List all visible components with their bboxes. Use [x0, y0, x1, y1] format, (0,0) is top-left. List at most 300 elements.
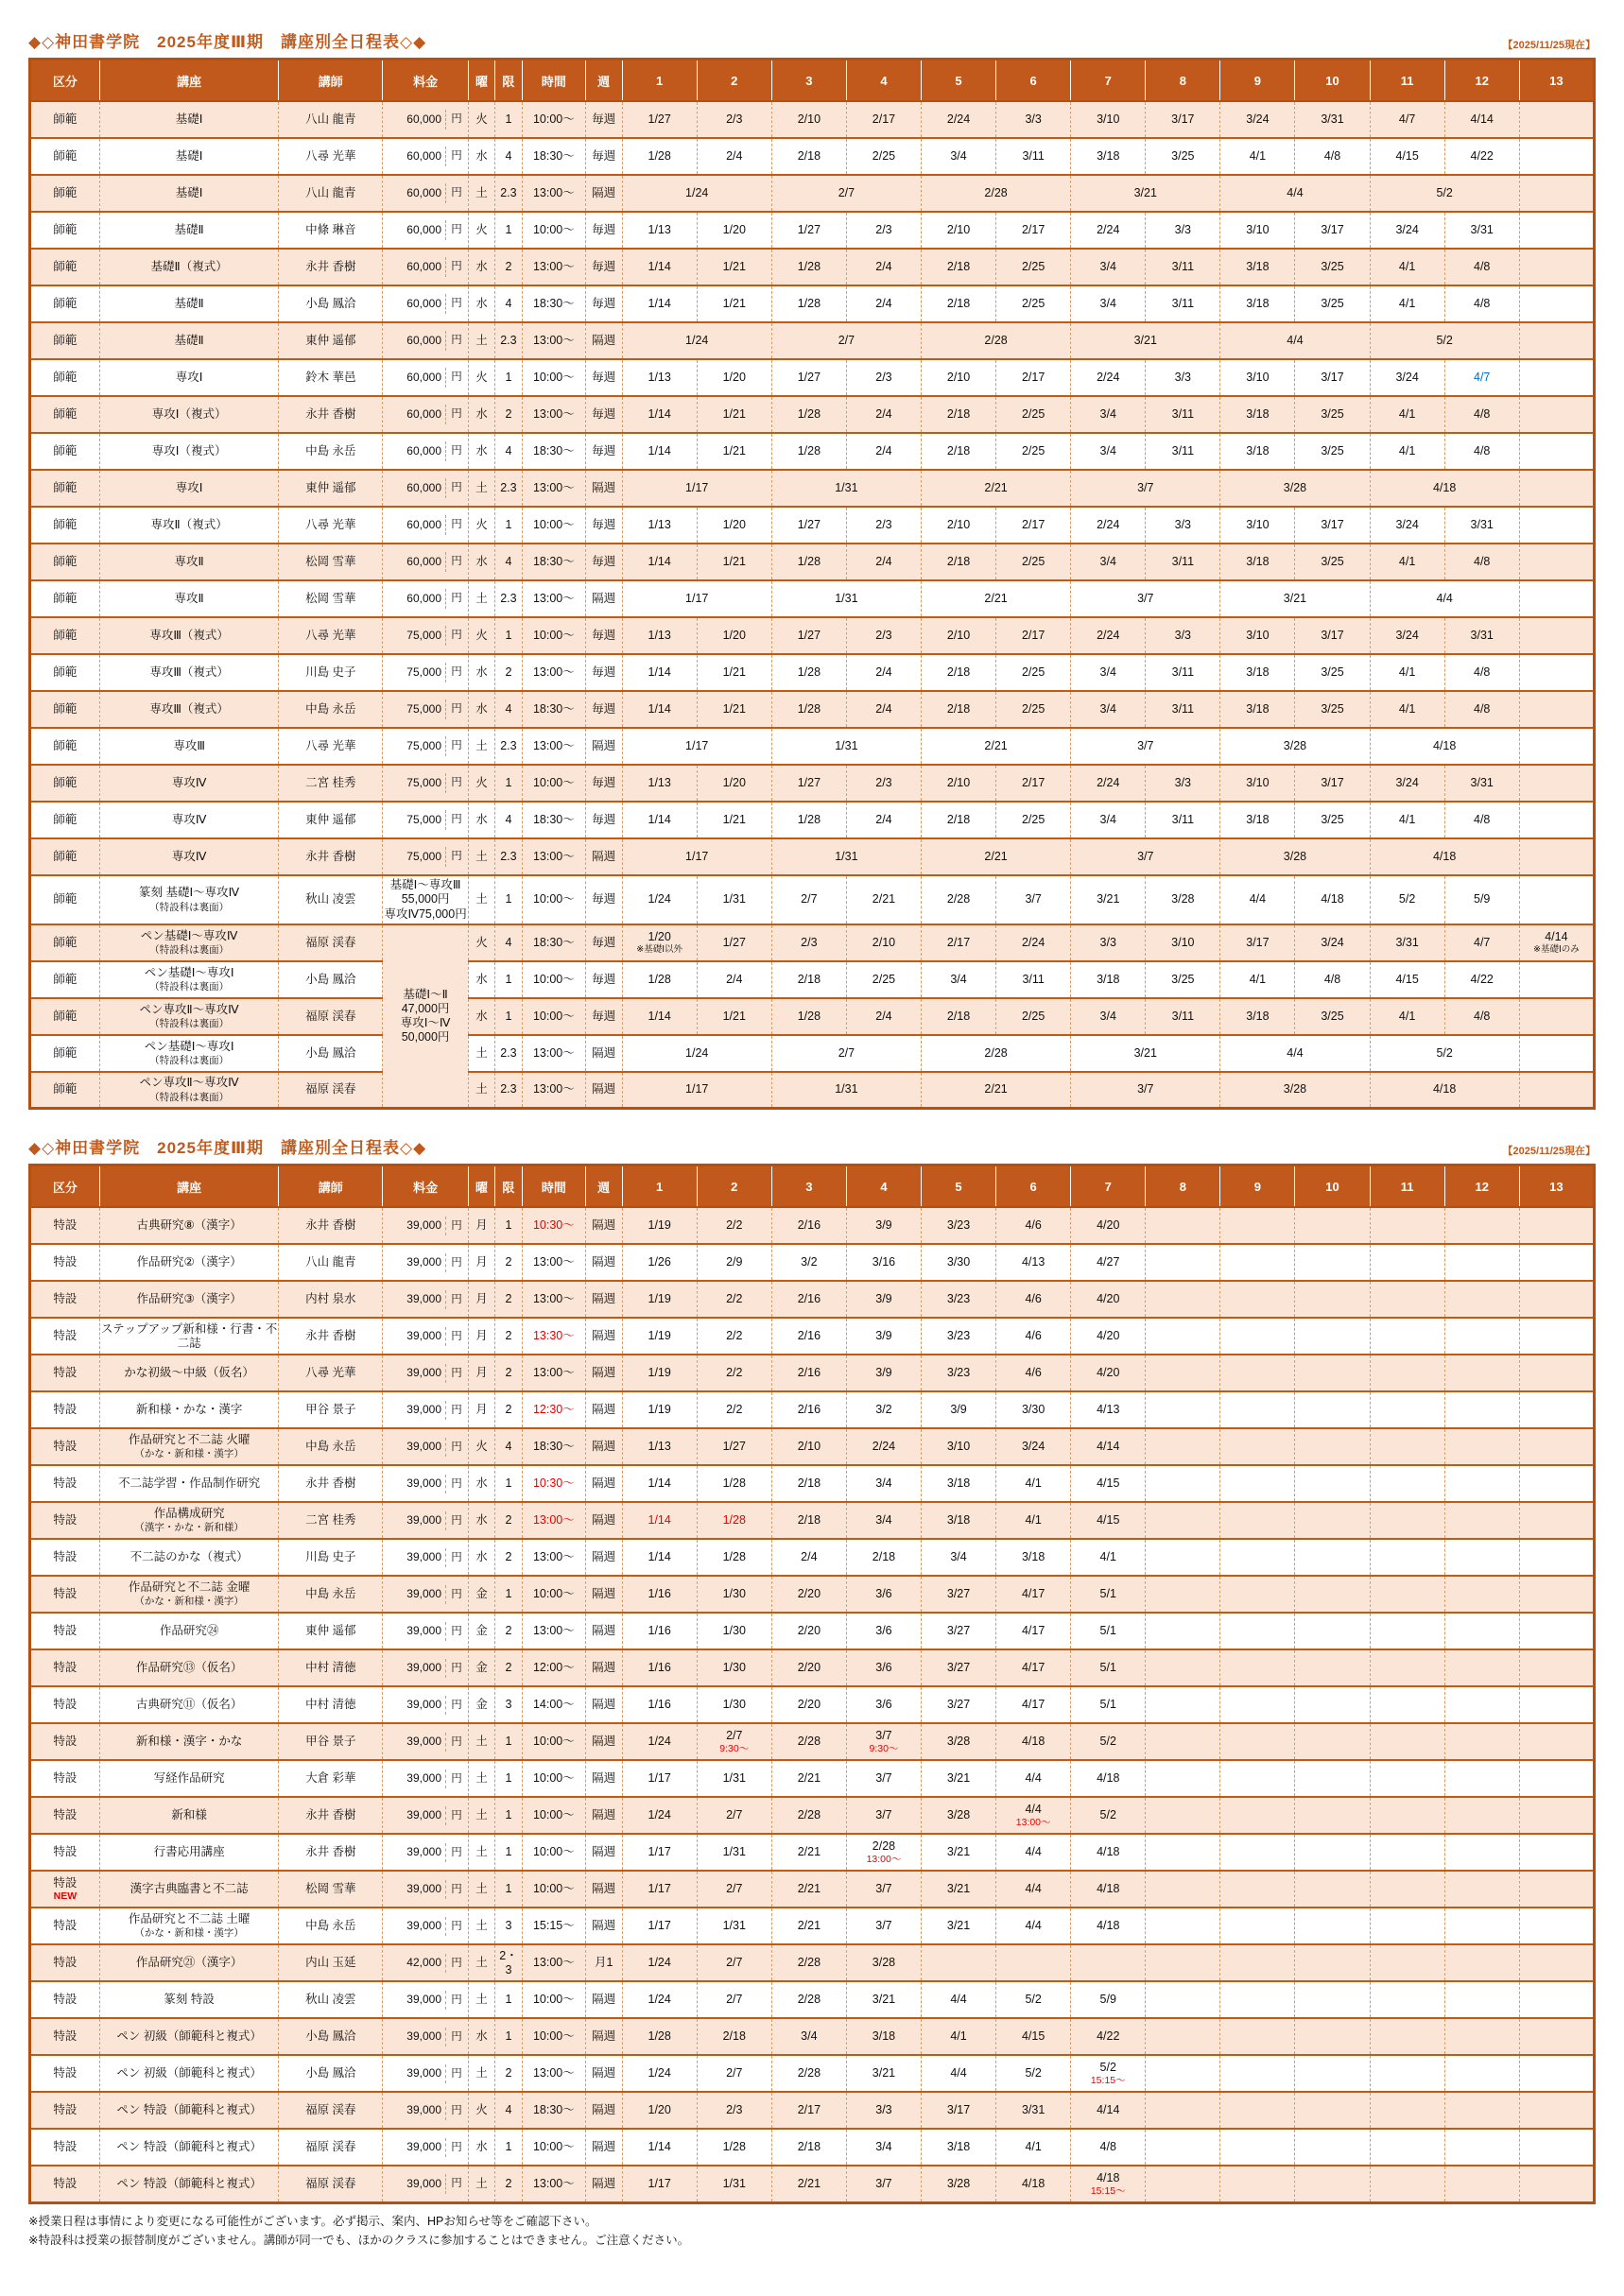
table-row: [30, 1908, 1595, 1944]
session-date: 3/3: [875, 2103, 892, 2117]
category-label: 特設: [53, 1292, 78, 1306]
fee-amount: 39,000: [406, 1550, 441, 1564]
cell-day: 火: [469, 2092, 495, 2129]
fee-amount: 39,000: [406, 1476, 441, 1491]
cell-empty: [1146, 1797, 1220, 1834]
cell-week: 毎週: [585, 212, 622, 249]
session-date: 2/25: [872, 148, 896, 163]
column-header: 講座: [99, 1165, 279, 1208]
fee-wrap: [384, 1659, 467, 1678]
session-date: 2/18: [722, 2029, 746, 2044]
column-header: 11: [1370, 60, 1444, 102]
cell-date: [1071, 1072, 1220, 1109]
cell-date: [622, 961, 697, 998]
table-row: [30, 1281, 1595, 1318]
category-label: 師範: [53, 259, 78, 273]
category-label: 師範: [53, 775, 78, 789]
session-date: 1/14: [648, 1476, 671, 1491]
cell-teacher: 福原 渓春: [279, 998, 383, 1035]
fee-unit: 円: [445, 1253, 467, 1272]
cell-empty: [1519, 1281, 1594, 1318]
session-date: 2/9: [726, 1255, 743, 1269]
course-name: 専攻Ⅳ: [171, 849, 207, 863]
session-date: 4/4: [1025, 1919, 1042, 1933]
session-date: 4/7: [1474, 370, 1491, 384]
cell-teacher: 東仲 遥郁: [279, 470, 383, 507]
cell-teacher: 中村 清徳: [279, 1686, 383, 1723]
session-date: 1/27: [797, 222, 821, 236]
session-date: 4/1: [950, 2029, 967, 2044]
cell-empty: [1220, 1502, 1295, 1539]
session-date: 2/21: [984, 591, 1008, 605]
cell-date: [996, 1207, 1071, 1244]
fee-line: 専攻Ⅳ75,000円: [384, 906, 467, 921]
session-date: 2/18: [797, 1513, 821, 1528]
cell-empty: [1146, 1686, 1220, 1723]
cell-date: [622, 1908, 697, 1944]
session-date: 1/24: [685, 185, 709, 199]
session-date: 4/20: [1097, 1218, 1120, 1233]
cell-course: [99, 765, 279, 802]
cell-period: 2: [494, 1502, 522, 1539]
cell-course: [99, 2166, 279, 2202]
column-header: 9: [1220, 60, 1295, 102]
cell-time: 13:00～: [522, 1539, 585, 1576]
cell-empty: [1519, 875, 1594, 924]
session-date: 2/21: [797, 1771, 821, 1786]
cell-category: [30, 1576, 100, 1613]
session-date: 1/27: [722, 935, 746, 949]
table-row: [30, 507, 1595, 544]
course-name: 作品研究㉑（漢字）: [135, 1956, 243, 1970]
category-label: 特設: [53, 1808, 78, 1822]
fee-unit: 円: [445, 1954, 467, 1973]
cell-week: 隔週: [585, 1539, 622, 1576]
cell-date: [1220, 175, 1370, 212]
fee-unit: 円: [445, 589, 467, 608]
cell-date: [1071, 212, 1146, 249]
cell-week: 隔週: [585, 2018, 622, 2055]
cell-category: [30, 1207, 100, 1244]
course-name: 専攻Ⅰ（複式）: [151, 406, 227, 421]
cell-course: [99, 1871, 279, 1908]
cell-teacher: 小島 鳳洽: [279, 2018, 383, 2055]
session-date: 2/18: [797, 1476, 821, 1491]
session-date: 1/28: [722, 1550, 746, 1564]
cell-empty: [1370, 1981, 1444, 2018]
session-time-note: 15:15～: [1090, 2184, 1126, 2197]
cell-date: [1146, 507, 1220, 544]
session-date: 3/25: [1321, 1009, 1344, 1023]
cell-date: [996, 691, 1071, 728]
cell-date: [1071, 728, 1220, 765]
cell-empty: [1370, 1760, 1444, 1797]
cell-period: 1: [494, 1871, 522, 1908]
cell-date: [922, 765, 996, 802]
fee-amount: 39,000: [406, 1440, 441, 1454]
cell-time: 10:30～: [522, 1465, 585, 1502]
cell-date: [846, 285, 921, 322]
cell-date: [1071, 249, 1146, 285]
cell-date: [996, 1908, 1071, 1944]
cell-date: [697, 1944, 771, 1981]
cell-empty: [1146, 1981, 1220, 2018]
fee-amount: 60,000: [406, 297, 441, 311]
cell-time: 13:00～: [522, 249, 585, 285]
cell-course: [99, 961, 279, 998]
cell-date: [846, 1428, 921, 1465]
session-date: 2/25: [1021, 296, 1045, 310]
session-date: 2/28: [984, 1045, 1008, 1060]
session-date: 4/18: [1432, 480, 1457, 494]
session-date: 1/21: [722, 406, 746, 421]
fee-amount: 39,000: [406, 1735, 441, 1749]
cell-empty: [996, 1944, 1071, 1981]
session-date: 3/11: [1171, 665, 1195, 679]
cell-date: [622, 617, 697, 654]
cell-category: [30, 2018, 100, 2055]
fee-amount: 60,000: [406, 444, 441, 458]
cell-course: [99, 1391, 279, 1428]
course-note: （漢字・かな・新和様）: [134, 1522, 244, 1534]
course-name: 行書応用講座: [153, 1845, 225, 1859]
cell-time: 13:00～: [522, 1944, 585, 1981]
cell-day: 水: [469, 1539, 495, 1576]
cell-period: 4: [494, 433, 522, 470]
cell-date: [996, 617, 1071, 654]
category-label: 師範: [53, 591, 78, 605]
cell-date: [1370, 961, 1444, 998]
session-date: 5/1: [1099, 1661, 1116, 1675]
cell-category: [30, 138, 100, 175]
cell-day: 水: [469, 396, 495, 433]
cell-teacher: 内山 玉延: [279, 1944, 383, 1981]
category-label: 師範: [53, 935, 78, 949]
cell-category: [30, 359, 100, 396]
cell-course: [99, 1428, 279, 1465]
cell-week: 隔週: [585, 322, 622, 359]
session-date: 4/22: [1470, 972, 1494, 986]
cell-category: [30, 1244, 100, 1281]
cell-empty: [1519, 1686, 1594, 1723]
cell-week: 毎週: [585, 961, 622, 998]
fee-unit: 円: [445, 405, 467, 423]
cell-date: [1071, 1355, 1146, 1391]
session-date: 2/10: [946, 222, 971, 236]
cell-day: 金: [469, 1649, 495, 1686]
course-name: 作品研究②（漢字）: [136, 1255, 242, 1269]
cell-day: 土: [469, 875, 495, 924]
session-date: 3/30: [946, 1255, 971, 1269]
fee-unit: 円: [445, 1622, 467, 1641]
cell-date: [846, 2092, 921, 2129]
cell-date: [622, 875, 697, 924]
course-name: ペン 特設（師範科と複式）: [116, 2176, 262, 2190]
cell-time: 10:00～: [522, 1834, 585, 1871]
table-row: [30, 691, 1595, 728]
session-date: 3/4: [1099, 812, 1116, 826]
cell-date: [996, 1502, 1071, 1539]
session-date: 5/1: [1099, 1587, 1116, 1601]
session-date: 1/24: [648, 1808, 671, 1822]
cell-fee: [383, 924, 469, 1109]
session-date: 3/17: [1171, 112, 1195, 126]
cell-date: [1370, 101, 1444, 138]
category-label: 特設: [53, 2176, 78, 2190]
cell-day: 水: [469, 544, 495, 580]
session-date: 3/7: [875, 1771, 892, 1786]
cell-empty: [1220, 1465, 1295, 1502]
cell-date: [771, 1944, 846, 1981]
cell-date: [846, 1797, 921, 1834]
session-date: 2/20: [797, 1698, 821, 1712]
session-date: 3/7: [1025, 892, 1042, 906]
session-date: 2/18: [946, 812, 971, 826]
cell-day: 土: [469, 1723, 495, 1760]
cell-category: [30, 1908, 100, 1944]
session-date: 3/11: [1022, 972, 1045, 986]
session-date: 4/14: [1545, 929, 1568, 943]
session-date: 4/18: [1432, 1082, 1457, 1096]
fee-unit: 円: [445, 1696, 467, 1715]
cell-period: 4: [494, 691, 522, 728]
session-date: 1/24: [685, 333, 709, 347]
cell-category: [30, 1391, 100, 1428]
cell-date: [622, 285, 697, 322]
session-date: 3/18: [946, 1513, 971, 1528]
cell-date: [922, 924, 996, 961]
fee-amount: 39,000: [406, 1255, 441, 1269]
cell-date: [1220, 470, 1370, 507]
cell-empty: [1220, 1760, 1295, 1797]
cell-week: 毎週: [585, 101, 622, 138]
cell-date: [622, 2055, 697, 2092]
cell-date: [1071, 961, 1146, 998]
session-date: 3/4: [801, 2029, 818, 2044]
session-date: 3/31: [1321, 112, 1344, 126]
table-row: [30, 1428, 1595, 1465]
cell-date: [622, 1760, 697, 1797]
cell-date: [1444, 138, 1519, 175]
session-date: 3/24: [1395, 775, 1419, 789]
session-date: 4/17: [1021, 1698, 1045, 1712]
session-date: 2/4: [875, 665, 892, 679]
cell-fee: [383, 1576, 469, 1613]
cell-day: 水: [469, 1502, 495, 1539]
column-header: 2: [697, 1165, 771, 1208]
cell-fee: [383, 1908, 469, 1944]
cell-empty: [1146, 1539, 1220, 1576]
cell-period: 2.3: [494, 1035, 522, 1072]
cell-empty: [1146, 2129, 1220, 2166]
cell-date: [1444, 101, 1519, 138]
cell-date: [1071, 1760, 1146, 1797]
cell-empty: [1295, 1834, 1370, 1871]
cell-period: 2: [494, 1281, 522, 1318]
cell-category: [30, 924, 100, 961]
cell-date: [922, 470, 1071, 507]
session-date: 4/8: [1474, 406, 1491, 421]
cell-category: [30, 728, 100, 765]
table-header: [30, 60, 1595, 102]
cell-date: [697, 654, 771, 691]
cell-empty: [1370, 1834, 1444, 1871]
category-label: 師範: [53, 701, 78, 716]
course-name: 作品研究㉔: [159, 1624, 219, 1638]
cell-date: [1071, 1613, 1146, 1649]
cell-course: [99, 654, 279, 691]
column-header: 限: [494, 1165, 522, 1208]
fee-amount: 39,000: [406, 1919, 441, 1933]
cell-date: [771, 1797, 846, 1834]
session-date: 3/21: [946, 1771, 971, 1786]
table-row: [30, 1318, 1595, 1355]
cell-course: [99, 359, 279, 396]
cell-empty: [1444, 1797, 1519, 1834]
cell-empty: [1220, 1576, 1295, 1613]
cell-fee: [383, 580, 469, 617]
cell-category: [30, 507, 100, 544]
table-row: [30, 1355, 1595, 1391]
session-date: 4/8: [1474, 443, 1491, 457]
fee-unit: 円: [445, 515, 467, 534]
session-date: 3/24: [1395, 517, 1419, 531]
title-bar-shihan: [28, 28, 1596, 52]
cell-date: [996, 961, 1071, 998]
cell-date: [922, 617, 996, 654]
cell-date: [1071, 1465, 1146, 1502]
course-name: 基礎Ⅱ（複式）: [150, 259, 228, 273]
table-row: [30, 2018, 1595, 2055]
cell-course: [99, 249, 279, 285]
cell-empty: [1146, 1465, 1220, 1502]
session-date: 3/3: [1025, 112, 1042, 126]
cell-course: [99, 2129, 279, 2166]
cell-teacher: 秋山 凌雲: [279, 1981, 383, 2018]
cell-empty: [1519, 1072, 1594, 1109]
cell-date: [1370, 1035, 1519, 1072]
cell-period: 3: [494, 1908, 522, 1944]
cell-fee: [383, 1686, 469, 1723]
session-date: 2/18: [872, 1550, 896, 1564]
cell-category: [30, 433, 100, 470]
session-date: 2/28: [797, 1735, 821, 1749]
category-label: 師範: [53, 222, 78, 236]
cell-empty: [1220, 1428, 1295, 1465]
cell-category: [30, 1072, 100, 1109]
cell-empty: [1220, 1355, 1295, 1391]
fee-unit: 円: [445, 1401, 467, 1420]
cell-empty: [1295, 1502, 1370, 1539]
cell-date: [846, 212, 921, 249]
table-row: [30, 212, 1595, 249]
cell-date: [1146, 924, 1220, 961]
cell-course: [99, 1797, 279, 1834]
cell-category: [30, 1465, 100, 1502]
cell-date: [1444, 998, 1519, 1035]
session-date: 2/17: [946, 935, 971, 949]
cell-period: 2: [494, 1318, 522, 1355]
column-header: 8: [1146, 1165, 1220, 1208]
cell-period: 1: [494, 1760, 522, 1797]
table-row: [30, 961, 1595, 998]
cell-time: 14:00～: [522, 1686, 585, 1723]
fee-line: 55,000円: [401, 892, 450, 906]
cell-date: [697, 544, 771, 580]
fee-wrap: [384, 1401, 467, 1420]
cell-teacher: 八尋 光華: [279, 138, 383, 175]
cell-empty: [1295, 1613, 1370, 1649]
fee-amount: 39,000: [406, 1587, 441, 1601]
session-date: 3/10: [1246, 517, 1270, 531]
cell-course: [99, 2055, 279, 2092]
session-date: 4/8: [1474, 665, 1491, 679]
session-date: 1/14: [648, 1513, 671, 1528]
session-date: 1/17: [685, 591, 709, 605]
session-date: 1/28: [797, 812, 821, 826]
cell-date: [1220, 654, 1295, 691]
cell-date: [1444, 396, 1519, 433]
course-name: ペン 初級（師範科と複式）: [116, 2029, 262, 2044]
session-date: 2/4: [875, 296, 892, 310]
session-date: 1/30: [722, 1624, 746, 1638]
session-date: 2/21: [797, 1919, 821, 1933]
cell-empty: [1295, 1760, 1370, 1797]
cell-fee: [383, 507, 469, 544]
cell-date: [1444, 924, 1519, 961]
cell-empty: [1220, 1797, 1295, 1834]
fee-line: 50,000円: [401, 1030, 450, 1044]
table-body: [30, 101, 1595, 1109]
cell-date: [1295, 875, 1370, 924]
session-date: 2/21: [984, 738, 1008, 752]
cell-date: [771, 1318, 846, 1355]
session-date: 3/31: [1395, 935, 1419, 949]
fee-amount: 39,000: [406, 1845, 441, 1859]
session-date: 2/10: [946, 775, 971, 789]
table-row: [30, 617, 1595, 654]
cell-date: [1071, 691, 1146, 728]
cell-date: [1370, 654, 1444, 691]
session-date: 4/8: [1474, 259, 1491, 273]
session-date: 3/3: [1174, 628, 1192, 642]
session-date: 4/8: [1323, 148, 1341, 163]
session-date: 4/1: [1398, 406, 1416, 421]
cell-empty: [1370, 2092, 1444, 2129]
cell-teacher: 甲谷 景子: [279, 1723, 383, 1760]
cell-week: 隔週: [585, 1723, 622, 1760]
cell-week: 隔週: [585, 2166, 622, 2202]
session-date: 1/31: [835, 849, 858, 863]
cell-date: [846, 1502, 921, 1539]
fee-amount: 39,000: [406, 1624, 441, 1638]
cell-category: [30, 1035, 100, 1072]
cell-day: 土: [469, 322, 495, 359]
cell-date: [697, 1244, 771, 1281]
session-date: 2/17: [872, 112, 896, 126]
category-label: 特設: [53, 1956, 78, 1970]
cell-date: [697, 2018, 771, 2055]
cell-week: 毎週: [585, 924, 622, 961]
cell-empty: [1519, 1613, 1594, 1649]
cell-teacher: 永井 香樹: [279, 838, 383, 875]
cell-week: 毎週: [585, 691, 622, 728]
session-date: 2/18: [946, 443, 971, 457]
session-date: 4/4: [1025, 1802, 1042, 1816]
cell-date: [1071, 544, 1146, 580]
cell-period: 1: [494, 212, 522, 249]
cell-day: 水: [469, 654, 495, 691]
